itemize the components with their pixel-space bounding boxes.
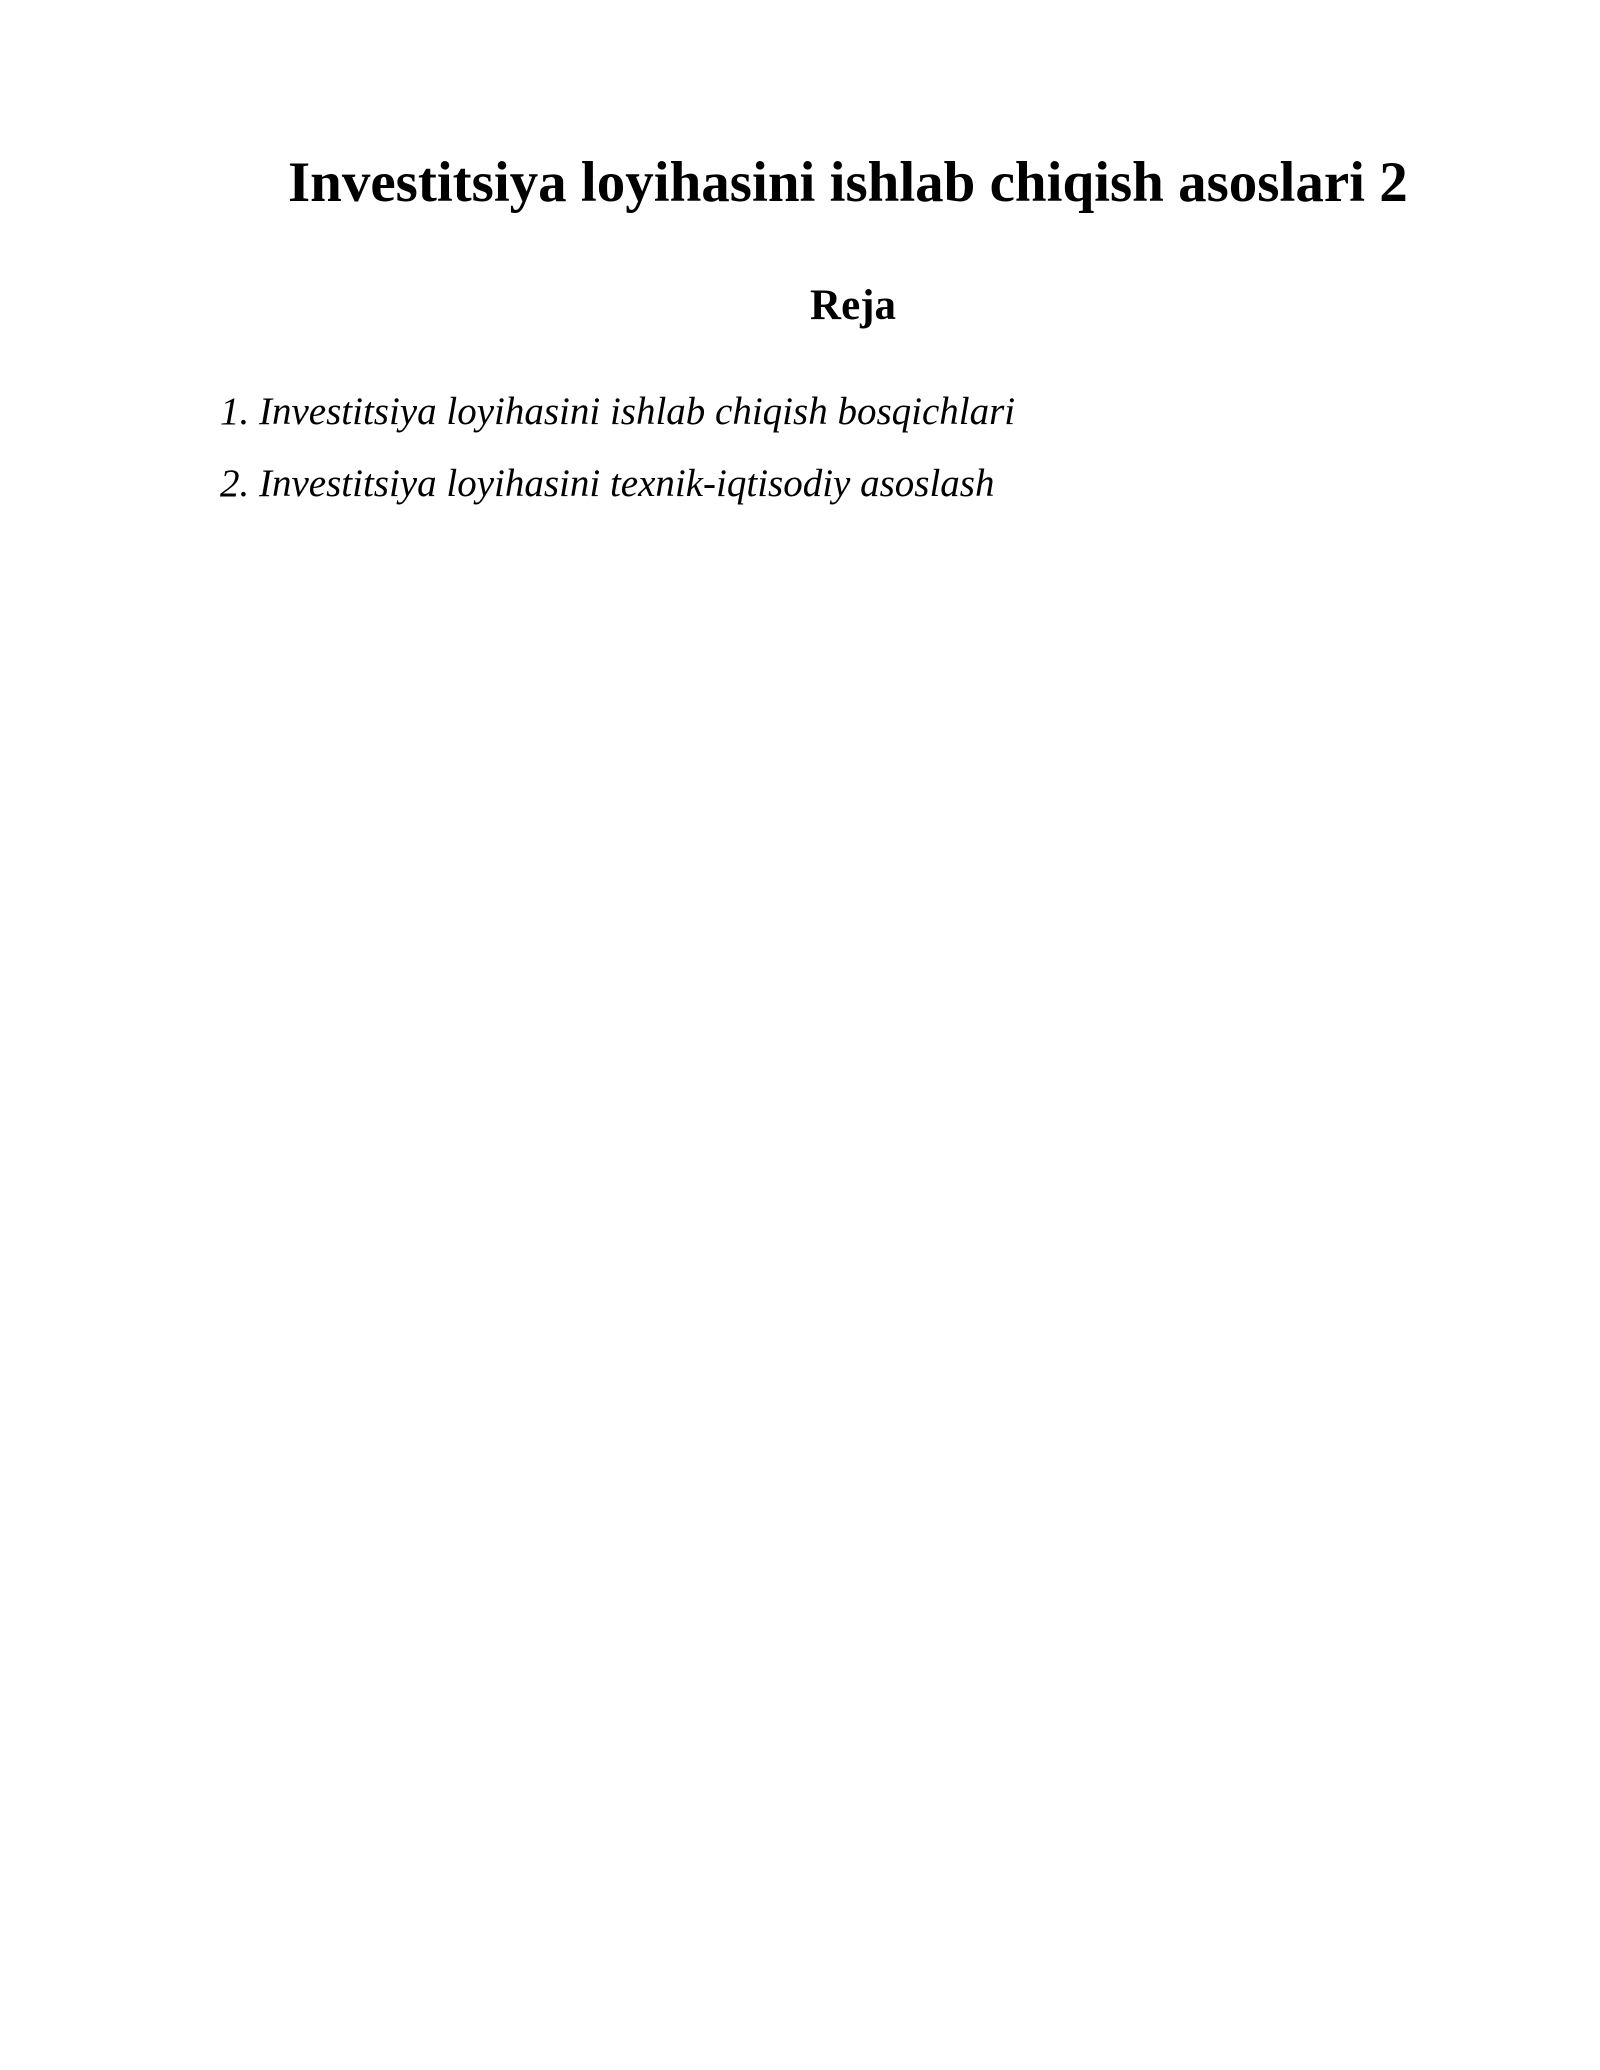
plan-heading: Reja: [810, 282, 896, 329]
plan-list: [220, 388, 1015, 532]
plan-list-item: 2. Investitsiya loyihasini texnik-iqtisodiy asoslash: [220, 462, 995, 505]
plan-heading-container: [753, 278, 953, 334]
document-title: Investitsiya loyihasini ishlab chiqish asoslari 2: [288, 151, 1408, 214]
plan-list-item: 1. Investitsiya loyihasini ishlab chiqish bosqichlari: [220, 390, 1016, 433]
